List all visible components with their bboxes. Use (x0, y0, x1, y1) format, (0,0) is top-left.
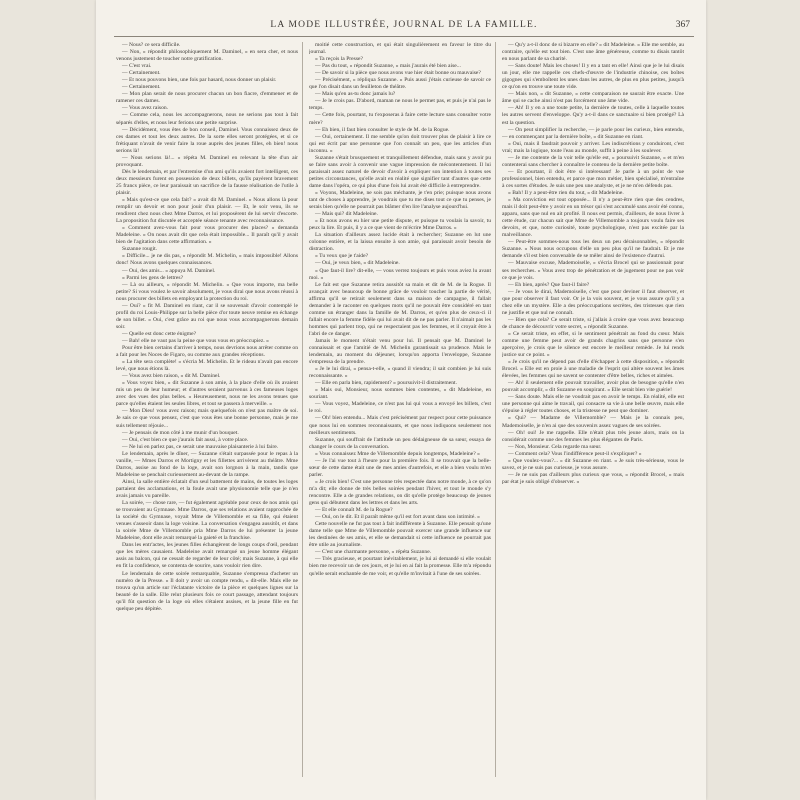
paragraph: « Mais qu'est-ce que cela fait? » avait dit M. Daminel. « Nous allons là pour remplir un devoir et non pour jouir d'un plaisir. — Et, le soir venu, ils se rendirent chez nous chez Mme Darros, et lui proposèrent de lui servir d'escorte. La proposition fut discutée et acceptée séance tenante avec reconnaissance. (116, 197, 298, 225)
journal-title: LA MODE ILLUSTRÉE, JOURNAL DE LA FAMILLE. (270, 20, 538, 30)
paragraph: — C'est une charmante personne, » répéta Suzanne. (315, 549, 432, 556)
paragraph: Ainsi, la salle entière éclatait d'un seul battement de mains, de toutes les loges partaient des acclamations, et la foule avait une physionomie telle que je n'en avais jamais vu pareille. (116, 478, 298, 499)
page-number: 367 (675, 20, 690, 30)
paragraph: Le lendemain de cette soirée remarquable, Suzanne s'empressa d'acheter un numéro de la Presse. « Il doit y avoir un compte rendu, » dit-elle. Mais elle ne trouva qu'un article sur l'éclatante victoire de la pièce et quelques lignes sur la beauté de la salle. Elle relut plusieurs fois ce court passage, attendant toujours qu'il fût question de la loge où elles s'étaient assises, et la jeune fille en fut quelque peu dépitée. (116, 570, 298, 612)
text-column-1 (116, 42, 298, 777)
paragraph: — Décidément, vous êtes de bon conseil, Daminel. Vous connaissez deux de ces dames et tout les deux autres. De la sorte elles seront protégées, et si ce frétiquant n'avait de venir faire la roue auprès des jeunes filles, eh bien! nous serions là! (116, 126, 298, 154)
paragraph: — Sans doute! Mais les choses! Il y en a tant en elle! Ainsi que je le lui disais un jour, elle me rappelle ces chefs-d'œuvre de l'industrie chinoise, ces boîtes gigognes qui s'emboîtent les unes dans les autres, de plus en plus petites, jusqu'à ce qu'on en trouve une toute vide. (502, 63, 684, 91)
paragraph: — Vous avez bien raison, » dit M. Daminel. (122, 373, 221, 380)
paragraph: — Qu'y a-t-il donc de si bizarre en elle? » dit Madeleine. « Elle me semble, au contraire, qu'elle est tout bien. C'est une âme généreuse, comme tu disais tantôt en nous parlant de sa charité. (502, 42, 684, 63)
paragraph: — On peut simplifier la recherche, — je parle pour les curieux, bien entendu, — en commençant par la dernière boîte, » dit Suzanne en riant. (502, 126, 684, 140)
paragraph: Suzanne s'était brusquement et tranquillement défendue, mais sans y avoir pu se faire sans avoir à convenir une vague impression de mécontentement. Il lui paraissait assez naturel de devoir d'avoir à expliquer son intention à toutes ses petites circonstances, qu'elle avait en réalité que signifier tant d'autres que cette dame dans l'opéra, ce qui plus d'une fois lui avait été difficile à entreprendre. (309, 154, 491, 189)
paragraph: Jamais le moment n'était venu pour lui. Il pensait que M. Daminel le connaissait et que l'amitié de M. Michelin garantissait sa prudence. Mais le lendemain, au moment du déjeuner, lorsqu'on apporta l'enveloppe, Suzanne s'empressa de la prendre. (309, 337, 491, 366)
paragraph: « Mais oui, Monsieur, nous sommes bien contentes, » dit Madeleine, en souriant. (309, 387, 491, 401)
paragraph: — Comment cela? Vous l'indifférence peut-il s'expliquer? » (508, 450, 642, 457)
paragraph: « La tête sera complète! » s'écria M. Michelin. Et le rideau n'avait pas encore levé, que nous étions là. (116, 359, 298, 373)
paragraph: — Et nous pouvons bien, une fois par hasard, nous donner un plaisir. (122, 77, 277, 84)
paragraph: — Oui, on le dit. Et il paraît même qu'il est fort avant dans son intimité. » (315, 514, 480, 521)
paragraph: — Sans doute. Mais elle ne voudrait pas en avoir le temps. En réalité, elle est une personne qui aime le travail, qui consacre sa vie à une belle œuvre, mais elle s'épuise à régler toutes choses, et la tristesse ne peut que dominer. (502, 394, 684, 415)
paragraph: — Ne lui en parlez pas, ce serait une mauvaise plaisanterie à lui faire. (122, 443, 279, 450)
paragraph: « Bah! Il y a peut-être rien du tout, » dit Madeleine. (508, 189, 624, 196)
paragraph: — Oui, je veux bien, » dit Madeleine. (315, 260, 400, 267)
paragraph: — Je pensais de mon côté à me munir d'un bouquet. (122, 429, 239, 436)
paragraph: « Ma conviction est tout opposée... Il n'y a peut-être rien que des cendres, mais il doit peut-être y avoir en un trésor qui s'est accumulé sans avoir été connu, apparu, sans que nul en ait profité. Il nous est permis, d'ailleurs, de nous livrer à cette étude, car chacun sait que Mme de Villemomble a toujours voulu faire ses devoirs, et que, notre curiosité, toute psychologique, n'est pas excitée par la malveillance. (502, 197, 684, 239)
paragraph: — Précisément, » répliqua Suzanne. « Puis aussi j'étais curieuse de savoir ce que l'on disait dans un feuilleton de théâtre. (309, 77, 491, 91)
paragraph: — Oh! oui! Je me rappelle. Elle n'était plus très jeune alors, mais on la considérait comme une des femmes les plus élégantes de Paris. (502, 429, 684, 443)
paragraph: — Certainement. (122, 84, 161, 91)
paragraph: — Nous? ce sera difficile. (122, 42, 181, 48)
paragraph: — Elle en parla bien, rapidement? » poursuivit-il distraitement. (315, 380, 457, 387)
paragraph: « Qui? — Madame de Villemomble? — Mais je la connais peu, Mademoiselle, je n'en ai que des souvenirs assez vagues de ses soirées. (502, 415, 684, 429)
paragraph: moitié cette construction, et qui était singulièrement en faveur le titre du journal. (309, 42, 491, 56)
paragraph: Dans les entr'actes, les jeunes filles échangèrent de longs coups d'œil, pendant que les mères causaient. Madeleine avait remarqué un jeune homme élégant assis au balcon, qui ne cessait de regarder de leur côté; mais Suzanne, à qui elle en fit la confidence, se contenta de sourire, sans vouloir rien dire. (116, 542, 298, 570)
paragraph: Dès le lendemain, et par l'entremise d'un ami qu'ils avaient fort intelligent, ces deux messieurs furent en possession de deux billets, qu'ils payèrent bravement 25 francs pièce, ce leur paraissait un sacrifice de la fausse réalisation de l'utile à plaisir. (116, 168, 298, 196)
paragraph: « Oui, mais il faudrait pouvoir y arriver. Les indiscrétions y conduiront, c'est vrai; mais la logique, toute l'eau au monde, suffit à peine à les soulever. (502, 140, 684, 154)
paragraph: — Mais qui? dit Madeleine. (315, 211, 378, 218)
paragraph: — Et pourtant, il doit être si intéressant! Je parle à un point de vue professionnel, bien entendu, et parce que mon métier, bien spécialisé, m'entraîne à ces sortes d'études. Je suis une peu une analyste, et je ne m'en défends pas. (502, 168, 684, 189)
paragraph: — Nous serions là!... » répéta M. Daminel en relevant la tête d'un air provoquant. (116, 154, 298, 168)
column-divider (302, 42, 303, 777)
paragraph: — Vous avez raison. (122, 105, 169, 112)
paragraph: Le fait est que Suzanne retira aussitôt sa main et dit de M. de la Rogue. Il avançait avec beaucoup de bonne grâce de vouloir toucher la partie de vérité, affirma qu'il se retirait seulement dans sa maison de campagne, il fallait demander à le raconter en quelques mots qu'il ne pouvait être considéré en tant comme un étranger dans la famille de M. Darros, et qu'en plus de ceux-ci il fallait encore la femme fidèle qui lui avait dit de ne pas parler. Il n'aimait pas les hommes qui parlent trop, qui ne respectaient pas les femmes, et il croyait être à l'abri de ce danger. (309, 281, 491, 337)
paragraph: Le lendemain, après le dîner, — Suzanne s'était surpassée pour le repas à la vanille, — Mmes Darros et Mortigny et les fillettes arrivèrent au théâtre. Mme Darros, assise au fond de la loge, avait son lorgnon à la main, tandis que Madeleine se penchait curieusement au-devant de la rampe. (116, 450, 298, 478)
paragraph: Suzanne, qui souffrait de l'attitude un peu dédaigneuse de sa sœur, essaya de changer le cours de la conversation. (309, 436, 491, 450)
paragraph: « Je crois qu'il ne dépend pas d'elle d'échapper à cette disposition, » répondit Brocel. « Elle est en proie à une maladie de l'esprit qui altère souvent les âmes élevées, les femmes qui ne savent se contenter d'être belles, riches et aimées. (502, 359, 684, 380)
paragraph: — Là ou ailleurs, » répondit M. Michelin. « Que vous importe, ma belle petite? Si vous voulez le savoir absolument, je vous dirai que nous avons réussi à nous procurer des billets en employant la protection du roi. (116, 281, 298, 302)
paragraph: — Eh bien, après? Que faut-il faire? (508, 281, 590, 288)
text-column-3 (502, 42, 684, 777)
paragraph: « Ce serait triste, en effet, si le sentiment pénétrait au fond du cœur. Mais comme une femme peut avoir de grands chagrins sans que personne s'en aperçoive, je crois que le silence est encore le meilleur remède. Je lui rends justice sur ce point. » (502, 330, 684, 359)
paragraph: Pour être bien certains d'arriver à temps, nous devrions nous arrêter comme on a fait pour les Noces de Figaro, ou comme aux grandes réceptions. (116, 345, 298, 359)
paragraph: — Très gracieuse, et pourtant inévitablement, je lui ai demandé si elle voulait bien me recevoir un de ces jours, et je lui en ai fait la promesse. Elle m'a répondu qu'elle serait enchantée de me voir, et qu'elle m'invitait à l'une de ses soirées. (309, 556, 491, 577)
paragraph: — Comme cela, nous les accompagnerons, nous ne serions pas tout à fait séparés d'elles, et nous leur ferions une petite surprise. (116, 112, 298, 126)
paragraph: — Ah! Il y en a une toute petite, la dernière de toutes, celle à laquelle toutes les autres servent d'enveloppe. Qu'y a-t-il dans ce sanctuaire si bien protégé? Là est la question. (502, 105, 684, 126)
paragraph: — De savoir si la pièce que nous avons vue hier était bonne ou mauvaise? (315, 70, 481, 77)
paragraph: — Mais qu'en as-tu donc jamais lu? (315, 91, 396, 98)
paragraph: — Certainement. (122, 70, 161, 77)
paragraph: — Oui, certainement. Il me semble qu'on doit trouver plus de plaisir à lire ce qui est écrit par une personne que l'on connaît un peu, que les articles d'un inconnu. » (309, 133, 491, 154)
paragraph: « Voyons, Madeleine, ne sois pas méchante, je t'en prie; puisque nous avons tant de choses à apprendre, je voudrais que tu me dises tout ce que tu penses, je serais bien qu'elle ne pourrait pas blâmer d'en lire l'analyse aujourd'hui. (309, 189, 491, 211)
paragraph: — Oui, c'est bien ce que j'aurais fait aussi, à votre place. (122, 436, 249, 443)
paragraph: — Je me contente de la voir telle qu'elle est, » poursuivit Suzanne, « et m'en contenterai sans chercher à connaître le contenu de la dernière petite boîte. (502, 154, 684, 168)
paragraph: — Mon Dieu! vous avez raison; mais quelquefois on n'est pas maître de soi. Je sais ce que vous pensez, c'est que vous êtes une bonne personne, mais je me suis tellement réjouie... (116, 408, 298, 429)
paragraph: — Ah! il seulement elle pouvait travailler, avoir plus de besogne qu'elle n'en pouvait accomplir, » dit Suzanne en soupirant. « Elle serait bien vite guérie! (502, 380, 684, 394)
paragraph: — Non, » répondit philosophiquement M. Daminel, « en sera cher, et nous venons justement de toucher notre gratification. (116, 49, 298, 63)
paragraph: — Oui? » fit M. Daminel en riant, car il se souvenait d'avoir contemplé le profil du roi Louis-Philippe sur la belle pièce d'or toute neuve remise en échange de son billet. « Oui, c'est grâce au roi que nous vous accompagnerons demain soir. (116, 302, 298, 330)
paragraph: « Vous connaissez Mme de Villemomble depuis longtemps, Madeleine? » (315, 450, 480, 457)
paragraph: — Pas du tout, » répondit Suzanne, « mais j'aurais été bien aise... (315, 63, 461, 70)
paragraph: — Je l'ai vue tout à l'heure pour la première fois. Il se trouvait que la belle-sœur de cette dame était une de mes amies d'autrefois, et elle a bien voulu m'en parler. (309, 457, 491, 478)
paragraph: « Difficile... je ne dis pas, » répondit M. Michelin, « mais impossible! Allons donc! Nous avons quelques connaissances. (116, 253, 298, 267)
paragraph: — Oh! bien entendu... Mais c'est précisément par respect pour cette puissance que nous lui en sommes reconnaissants, et que nous indiquons seulement nos meilleurs sentiments. (309, 415, 491, 436)
paragraph: « Comment avez-vous fait pour vous procurer des places? » demanda Madeleine. « On nous avait dit que cela était impossible... Il paraît qu'il y avait bien de l'agitation dans cette affirmation. » (116, 225, 298, 246)
paragraph: — Cette fois, pourtant, tu t'exposeras à faire cette lecture sans consulter votre mère? (309, 112, 491, 126)
paragraph: « Et nous avons eu hier une petite dispute, et puisque tu voulais la savoir, tu peux la lire. Et puis, il y a ce que vient de m'écrire Mme Darros. » (309, 218, 491, 232)
text-column-2 (309, 42, 491, 777)
paragraph: « Parmi les gens de lettres? (122, 274, 184, 281)
paragraph: — Mauvaise excuse, Mademoiselle, » s'écria Brocel qui se passionnait pour ses recherches. « Vous avez trop de pénétration et de jugement pour ne pas voir ce que je vois. (502, 260, 684, 281)
header-rule (114, 36, 694, 37)
paragraph: — Non, Monsieur. Cela regarde ma sœur. (508, 443, 602, 450)
paragraph: — Quelle est donc cette énigme? (122, 330, 197, 337)
paragraph: « Tu veux que je t'aide? (315, 253, 369, 260)
paragraph: La situation d'ailleurs assez lucide était à rechercher; Suzanne en lut une colonne entière, et la laissa ensuite à son amie, qui paraissait avoir besoin de distraction. (309, 232, 491, 253)
newspaper-page (96, 0, 706, 800)
paragraph: — Peut-être sommes-nous tous les deux un peu déraisonnables, » répondit Suzanne. « Nous nous occupons d'elle un peu plus qu'il ne faudrait. Et je me demande s'il est bien convenable de se mêler ainsi de l'existence d'autrui. (502, 239, 684, 260)
paragraph: « Je crois bien! C'est une personne très respectée dans notre monde, à ce qu'on m'a dit; elle donne de très belles soirées pendant l'hiver, et tout le monde s'y rencontre. Elle a de grandes relations, on dit qu'elle protège beaucoup de jeunes gens qui débutent dans les lettres et dans les arts. (309, 478, 491, 507)
paragraph: « Ta reçois la Presse? (315, 56, 363, 63)
paragraph: — C'est vrai. (122, 63, 152, 70)
paragraph: — Bien que cela? Ce serait triste, si j'allais à croire que vous avez beaucoup de chance de découvrir votre secret, » répondit Suzanne. (502, 316, 684, 330)
paragraph: Suzanne rougit. (122, 246, 158, 253)
paragraph: — Oui, des amis... » appuya M. Daminel. (122, 267, 216, 274)
paragraph: « Vous voyez bien, » dit Suzanne à son amie, à la place d'elle où ils avaient mis un peu de leur humeur; et d'autres seraient parvenus à ces fameuses loges avec des vues des plus belles. « Heureusement, nous ne les avons tenues que parce qu'elles étaient les seules libres, et tout se passera à merveille. » (116, 380, 298, 408)
paragraph: — Mon plan serait de nous procurer chacun un bon fiacre, d'emmener et de ramener ces dames. (116, 91, 298, 105)
paragraph: « Je le lui dirai, » pensa-t-elle, « quand il viendra; il sait combien je lui suis reconnaissante. » (309, 366, 491, 380)
paragraph: — Mais non, » dit Suzanne, « cette comparaison ne saurait être exacte. Une âme qui se cache ainsi n'est pas forcément une âme vide. (502, 91, 684, 105)
page-header (114, 20, 694, 34)
paragraph: « Que faut-il lire? dit-elle, — vous verrez toujours et puis vous aviez lu avant moi. » (309, 267, 491, 281)
column-divider (495, 42, 496, 777)
paragraph: — Je le crois pas. D'abord, maman ne nous le permet pas, et puis je n'ai pas le temps. (309, 98, 491, 112)
paragraph: La soirée, — chose rare, — fut également agréable pour ceux de nos amis qui se trouvaient au Gymnase. Mme Darros, que ses relations avaient rapprochée de la société du Gymnase, voyait Mme de Villemomble et sa fille, qui étaient venues s'asseoir dans la loge voisine. La conversation s'engagea aussitôt, et dans la soirée Mme de Villemomble pria Mme Darros de lui présenter la jeune Madeleine, dont elle avait remarqué la gaieté et la franchise. (116, 500, 298, 542)
paragraph: « Que voulez-vous?... » dit Suzanne en riant. « Je suis très-sérieuse, vous le savez, et je ne suis pas curieuse, je vous assure. (502, 457, 684, 471)
paragraph: — Eh bien, il faut bien consulter le style de M. de la Rogue. (315, 126, 450, 133)
paragraph: — Vous voyez, Madeleine, ce n'est pas lui qui vous a envoyé les billets, c'est le roi. (309, 401, 491, 415)
paragraph: — Je ne suis pas d'ailleurs plus curieux que vous, » répondit Brocel, « mais par état je suis obligé d'observer. » (502, 471, 684, 485)
paragraph: — Bah! elle ne vaut pas la peine que vous vous en préoccupiez. » (122, 337, 269, 344)
paragraph: — Et elle connaît M. de la Rogue? (315, 507, 393, 514)
paragraph: — Je vous le dirai, Mademoiselle, c'est que pour deviner il faut observer, et que pour observer il faut voir. Or je la vois souvent, et je vous assure qu'il y a chez elle un mystère. Elle a des préoccupations secrètes, des tristesses que rien ne justifie et que nul ne connaît. (502, 288, 684, 316)
paragraph: Cette nouvelle ne fut pas tout à fait indifférente à Suzanne. Elle pensait qu'une dame telle que Mme de Villemomble pouvait exercer une grande influence sur les destinées de ses amis, et elle se demandait si cette influence ne pourrait pas être utile au journaliste. (309, 521, 491, 549)
